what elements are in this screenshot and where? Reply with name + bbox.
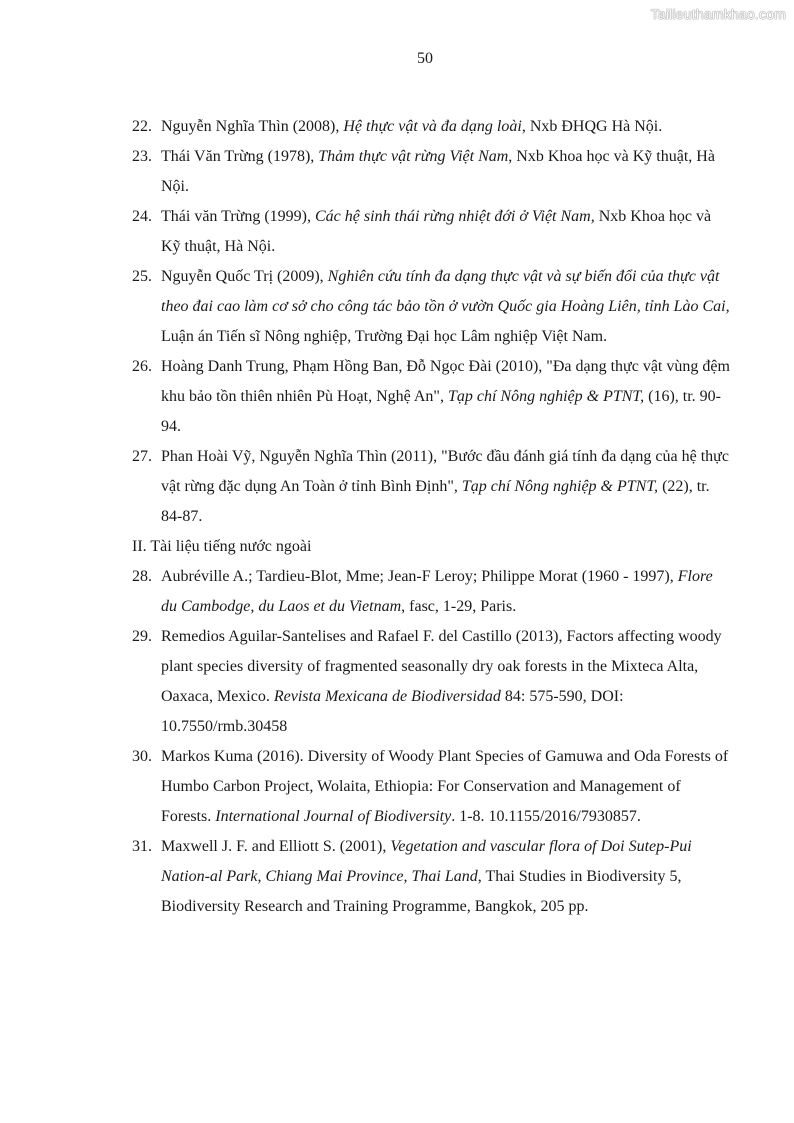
reference-list (132, 112, 732, 922)
reference-item (132, 562, 732, 622)
reference-text-plain: , Nxb Khoa học và Kỹ thuật, Hà Nội. (161, 148, 715, 195)
reference-text (161, 352, 732, 442)
reference-text-plain: Aubréville A.; Tardieu-Blot, Mme; Jean-F Leroy; Philippe Morat (1960 - 1997), (161, 568, 678, 585)
reference-number: 23. (132, 148, 152, 165)
reference-number: 27. (132, 448, 152, 465)
reference-number: 22. (132, 118, 152, 135)
reference-text-plain: Nxb Khoa học và Kỹ thuật, Hà Nội. (161, 208, 712, 255)
reference-text-plain: , Nxb ĐHQG Hà Nội. (521, 118, 663, 135)
reference-text-plain: Markos Kuma (2016). Diversity of Woody Plant Species of Gamuwa and Oda Forests of Humbo Carbon Project, Wolaita, Ethiopia: For Conservation and Management of Forests. (161, 748, 729, 825)
reference-number: 31. (132, 838, 152, 855)
reference-text (161, 112, 732, 142)
reference-item (132, 442, 732, 532)
reference-text-plain: Remedios Aguilar-Santelises and Rafael F. del Castillo (2013), Factors affecting woody plant species diversity of fragmented seasonally dry oak forests in the Mixteca Alta, Oaxaca, Mexico. (161, 628, 722, 705)
watermark-text: Tailieuthamkhao.com (650, 6, 786, 22)
foreign-references (132, 562, 732, 922)
reference-number: 28. (132, 568, 152, 585)
page-number: 50 (417, 50, 433, 67)
reference-title-italic: Tạp chí Nông nghiệp & PTNT, (447, 388, 645, 405)
reference-item (132, 352, 732, 442)
reference-text (161, 202, 732, 262)
reference-text-plain: (22), tr. 84-87. (161, 478, 710, 525)
reference-text (161, 562, 732, 622)
reference-title-italic: Thảm thực vật rừng Việt Nam (318, 148, 509, 165)
vietnamese-references (132, 112, 732, 532)
reference-item (132, 262, 732, 352)
reference-item (132, 142, 732, 202)
reference-text-plain: Thái văn Trừng (1999), (161, 208, 315, 225)
reference-text-plain: Luận án Tiến sĩ Nông nghiệp, Trường Đại học Lâm nghiệp Việt Nam. (161, 328, 608, 345)
reference-title-italic: Vegetation and vascular flora of Doi Sutep-Pui Nation-al Park, Chiang Mai Province, Thai Land (161, 838, 692, 885)
reference-title-italic: International Journal of Biodiversity (215, 808, 452, 825)
reference-text (161, 442, 732, 532)
reference-text-plain: , Thai Studies in Biodiversity 5, Biodiversity Research and Training Programme, Bangkok, 205 pp. (161, 868, 682, 915)
reference-text (161, 142, 732, 202)
reference-text-plain: Hoàng Danh Trung, Phạm Hồng Ban, Đỗ Ngọc Đài (2010), "Đa dạng thực vật vùng đệm khu bảo tồn thiên nhiên Pù Hoạt, Nghệ An", (161, 358, 730, 405)
reference-item (132, 832, 732, 922)
reference-number: 24. (132, 208, 152, 225)
reference-item (132, 202, 732, 262)
reference-number: 29. (132, 628, 152, 645)
reference-title-italic: Hệ thực vật và đa dạng loài (343, 118, 522, 135)
reference-text-plain: 84: 575-590, DOI: 10.7550/rmb.30458 (161, 688, 624, 735)
reference-text-plain: Nguyễn Quốc Trị (2009), (161, 268, 328, 285)
reference-text (161, 742, 732, 832)
reference-text (161, 832, 732, 922)
reference-text-plain: . 1-8. 10.1155/2016/7930857. (451, 808, 641, 825)
reference-item (132, 742, 732, 832)
reference-title-italic: Nghiên cứu tính đa dạng thực vật và sự biến đổi của thực vật theo đai cao làm cơ sở cho công tác bảo tồn ở vườn Quốc gia Hoàng Liên, tỉnh Lào Cai, (161, 268, 730, 315)
reference-item (132, 112, 732, 142)
reference-number: 25. (132, 268, 152, 285)
reference-text (161, 622, 732, 742)
section-heading: II. Tài liệu tiếng nước ngoài (132, 538, 312, 555)
reference-text-plain: Nguyễn Nghĩa Thìn (2008), (161, 118, 344, 135)
reference-number: 26. (132, 358, 152, 375)
reference-title-italic: Các hệ sinh thái rừng nhiệt đới ở Việt Nam, (315, 208, 595, 225)
reference-text (161, 262, 732, 352)
reference-text-plain: Phan Hoài Vỹ, Nguyễn Nghĩa Thìn (2011), "Bước đầu đánh giá tính đa dạng của hệ thực vật rừng đặc dụng An Toàn ở tỉnh Bình Định", (161, 448, 729, 495)
reference-text-plain: Maxwell J. F. and Elliott S. (2001), (161, 838, 391, 855)
reference-item (132, 622, 732, 742)
reference-number: 30. (132, 748, 152, 765)
reference-text-plain: (16), tr. 90-94. (161, 388, 721, 435)
reference-text-plain: Thái Văn Trừng (1978), (161, 148, 319, 165)
reference-title-italic: Flore du Cambodge, du Laos et du Vietnam (161, 568, 713, 615)
reference-text-plain: , fasc, 1-29, Paris. (401, 598, 517, 615)
reference-title-italic: Tạp chí Nông nghiệp & PTNT, (461, 478, 659, 495)
reference-title-italic: Revista Mexicana de Biodiversidad (273, 688, 501, 705)
